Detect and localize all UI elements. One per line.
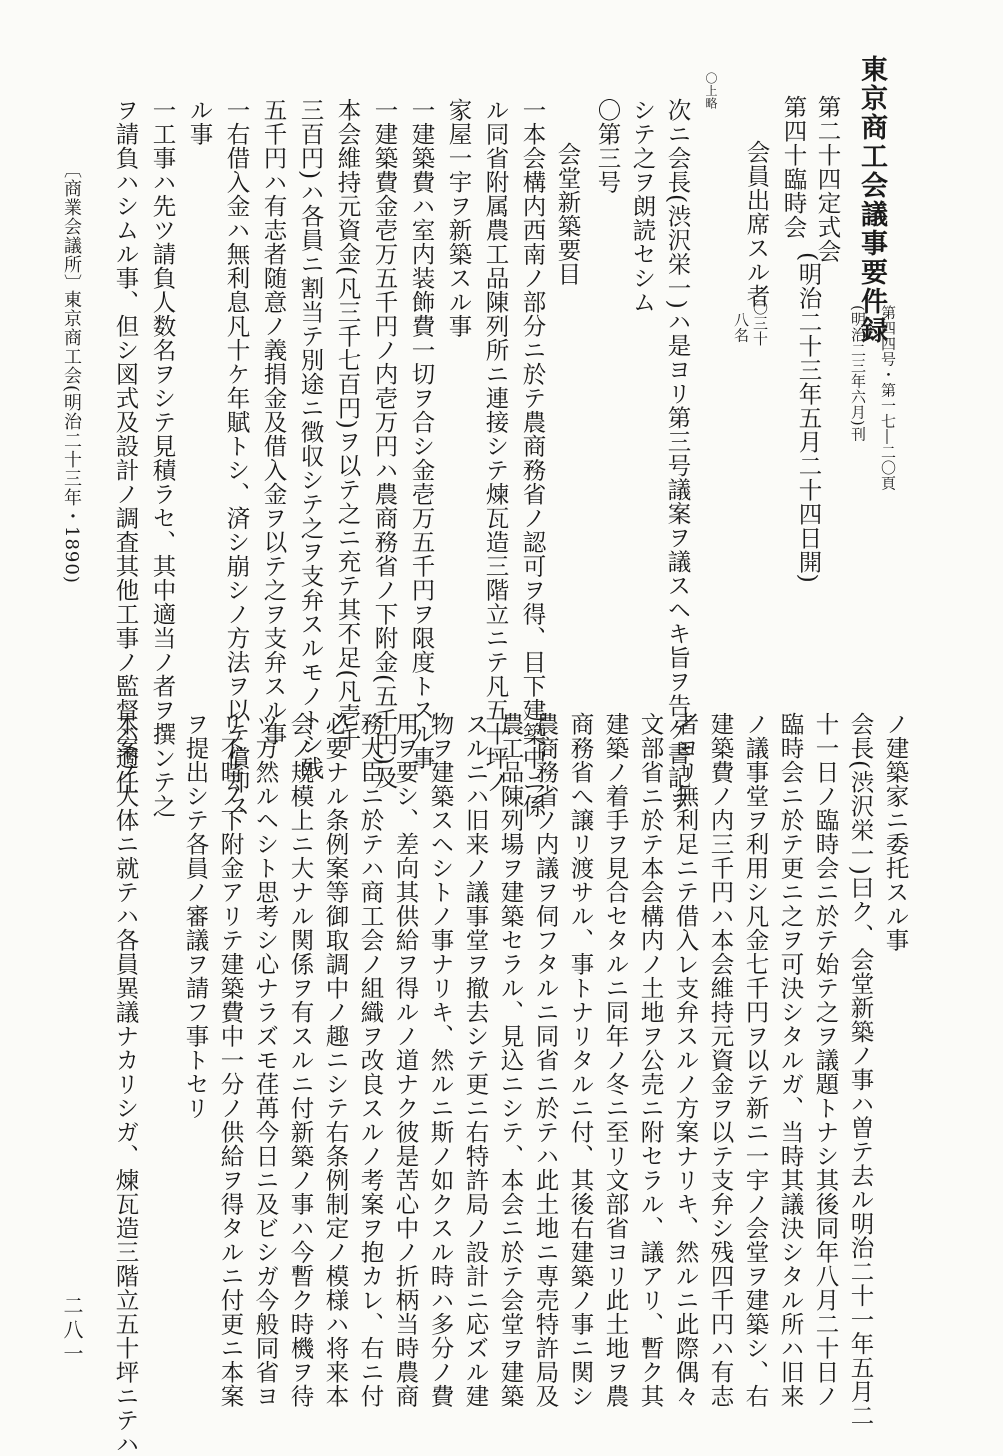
upper-line: 家屋一宇ヲ新築スル事 (444, 98, 473, 338)
omitted-note: 〇上略 (704, 72, 718, 110)
lower-line: 者ヨリ無利足ニテ借入レ支弁スルノ方案ナリキ、然ルニ此際偶々 (671, 712, 700, 1408)
upper-line: 会堂新築要目 (553, 142, 582, 286)
lower-line: 建築費ノ内三千円ハ本会維持元資金ヲ以テ支弁シ残四千円ハ有志 (706, 712, 735, 1408)
upper-line: ル事 (185, 98, 214, 146)
lower-line: スルニハ旧来ノ議事堂ヲ撤去シテ更ニ右特許局ノ設計ニ応ズル建 (461, 712, 490, 1408)
lower-line: 物ヲ建築スヘシトノ事ナリキ、然ルニ斯ノ如クスル時ハ多分ノ費 (426, 712, 455, 1408)
lower-line: 臨時会ニ於テ更ニ之ヲ可決シタルガ、当時其議決シタル所ハ旧来 (776, 712, 805, 1408)
upper-line: 三百円)ハ各員ニ割当テ別途ニ徴収シテ之ヲ支弁スルモノトシ残 (296, 98, 325, 780)
attendance-value-2: 八名 (732, 312, 750, 343)
meeting-1: 第二十四定式会 (813, 95, 842, 263)
lower-line: リ不時ノ下附金アリテ建築費中一分ノ供給ヲ得タルニ付更ニ本案 (216, 712, 245, 1408)
upper-line: 一建築費ハ室内装飾費一切ヲ合シ金壱万五千円ヲ限度トスル事 (407, 98, 436, 770)
lower-line: 必要ナル条例案等御取調中ノ趣ニシテ右条例制定ノ模様ハ将来本 (321, 712, 350, 1408)
upper-line: ル同省附属農工品陳列所ニ連接シテ煉瓦造三階立ニテ凡五十坪ノ (481, 98, 510, 794)
lower-line: 文部省ニ於テ本会構内ノ土地ヲ公売ニ附セラル、議アリ、暫ク其 (636, 712, 665, 1408)
upper-line: 五千円ハ有志者随意ノ義捐金及借入金ヲ以テ之ヲ支弁スル事 (259, 98, 288, 746)
lower-line: 務大臣ニ於テハ商工会ノ組織ヲ改良スルノ考案ヲ抱カレ、右ニ付 (356, 712, 385, 1408)
upper-line: 次ニ会長(渋沢栄一)ハ是ヨリ第三号議案ヲ議スヘキ旨ヲ告ゲ書記ヲ (663, 98, 692, 814)
upper-line: 本会維持元資金(凡三千七百円)ヲ以テ之ニ充テ其不足(凡壱千 (333, 98, 362, 752)
upper-line: 〇第三号 (593, 98, 622, 194)
upper-line: 一本会構内西南ノ部分ニ於テ農商務省ノ認可ヲ得、目下建築中ニ係 (518, 98, 547, 818)
lower-line: 会ノ規模上ニ大ナル関係ヲ有スルニ付新築ノ事ハ今暫ク時機ヲ待 (286, 712, 315, 1408)
lower-line: 本案ノ大体ニ就テハ各員異議ナカリシガ、煉瓦造三階立五十坪ニテハ (111, 712, 140, 1456)
lower-line: ツ方然ルヘシト思考シ心ナラズモ荏苒今日ニ及ビシガ今般同省ヨ (251, 712, 280, 1408)
page-number: 二八一 (60, 1295, 84, 1367)
lower-line: ノ建築家ニ委托スル事 (881, 712, 910, 952)
lower-line: 建築ノ着手ヲ見合セタルニ同年ノ冬ニ至リ文部省ヨリ此土地ヲ農 (601, 712, 630, 1408)
upper-line: 一工事ハ先ツ請負人数名ヲシテ見積ラセ、其中適当ノ者ヲ撰ンテ之 (148, 98, 177, 818)
source-detail: 東京商工会(明治二十三年・1890) (61, 290, 82, 584)
upper-line: ヲ請負ハシムル事、但シ図式及設計ノ調査其他工事ノ監督ハ適任 (111, 98, 140, 794)
lower-line: 十一日ノ臨時会ニ於テ始テ之ヲ議題トナシ其後同年八月二十日ノ (811, 712, 840, 1408)
lower-line: 用ヲ要シ、差向其供給ヲ得ルノ道ナク彼是苦心中ノ折柄当時農商 (391, 712, 420, 1408)
lower-line: ヲ提出シテ各員ノ審議ヲ請フ事トセリ (181, 712, 210, 1120)
source-label: 〔商業会議所〕 (61, 160, 82, 293)
meeting-2: 第四十臨時会 (779, 95, 808, 239)
issue-line-1: 第四四号・第一七―二〇頁 (879, 305, 897, 491)
upper-line: 一右借入金ハ無利息凡十ケ年賦トシ、済シ崩シノ方法ヲ以テ償却ス (222, 98, 251, 818)
page-title: 東京商工会議事要件録 (856, 55, 887, 345)
attendance-label: 会員出席スル者 (742, 140, 771, 308)
lower-line: 農工品陳列場ヲ建築セラル、見込ニシテ、本会ニ於テ会堂ヲ建築 (496, 712, 525, 1408)
lower-line: 会長(渋沢栄一)曰ク、会堂新築ノ事ハ曽テ去ル明治二十一年五月二 (846, 712, 875, 1428)
upper-line: 一建築費金壱万五千円ノ内壱万円ハ農商務省ノ下附金(五千円)及 (370, 98, 399, 790)
lower-line: 商務省へ譲リ渡サル、事トナリタルニ付、其後右建築ノ事ニ関シ (566, 712, 595, 1408)
attendance-value-1: 〇三十 (751, 300, 769, 347)
meeting-date: (明治二十三年五月二十四日開) (794, 252, 823, 584)
issue-line-2: (明治二三年六月)刊 (849, 305, 867, 442)
lower-line: 農商務省ノ内議ヲ伺フタルニ同省ニ於テハ此土地ニ専売特許局及 (531, 712, 560, 1408)
upper-line: シテ之ヲ朗読セシム (628, 98, 657, 314)
lower-line: ノ議事堂ヲ利用シ凡金七千円ヲ以テ新ニ一宇ノ会堂ヲ建築シ、右 (741, 712, 770, 1408)
